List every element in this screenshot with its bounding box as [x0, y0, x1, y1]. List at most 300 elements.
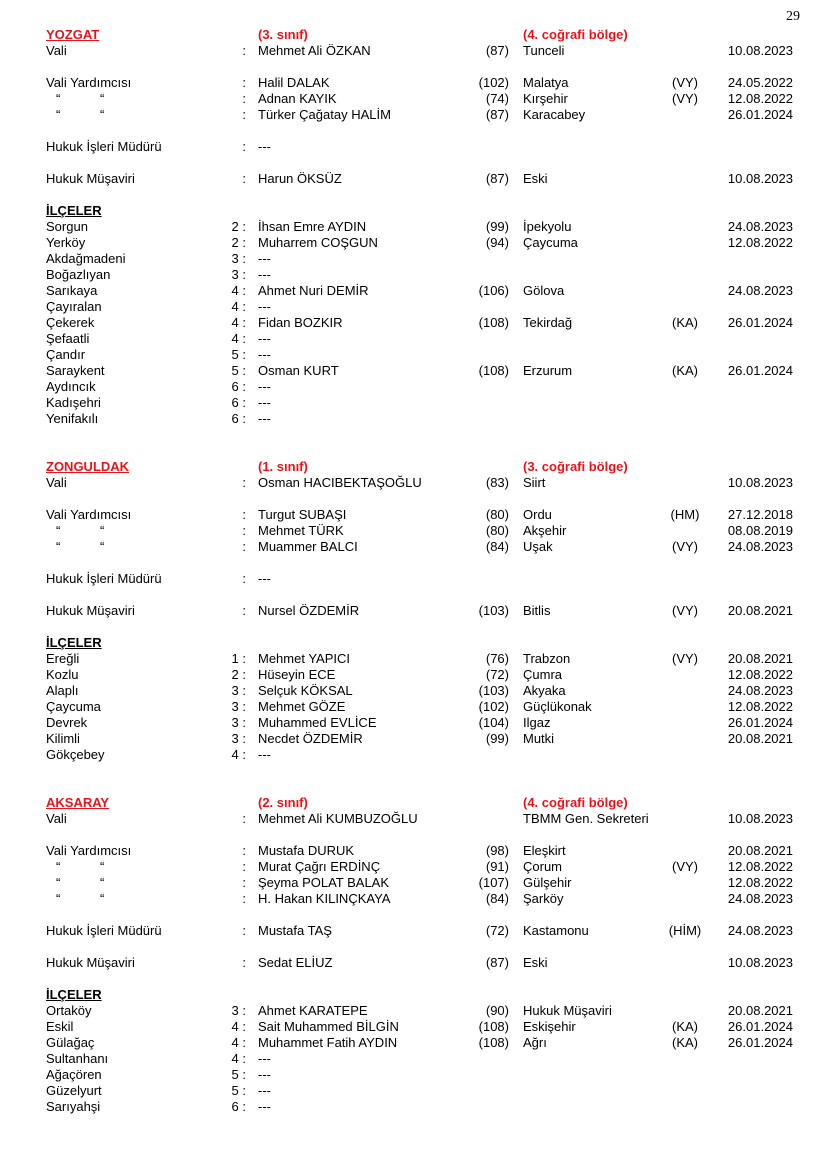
previous-post: Hukuk Müşaviri	[523, 1003, 612, 1018]
appointment-date: 24.05.2022	[727, 75, 793, 90]
appointment-date: 10.08.2023	[727, 811, 793, 826]
official-name: ---	[258, 395, 271, 410]
position-label: Şefaatli	[46, 331, 90, 346]
appointment-date: 26.01.2024	[727, 363, 793, 378]
official-name: Mehmet TÜRK	[258, 523, 344, 538]
appointment-date: 20.08.2021	[727, 651, 793, 666]
appointment-date: 10.08.2023	[727, 43, 793, 58]
class-number: :	[242, 891, 246, 906]
official-row	[0, 75, 827, 91]
term-code: (84)	[485, 539, 509, 554]
official-name: ---	[258, 299, 271, 314]
spacer	[0, 939, 827, 955]
position-label: Hukuk Müşaviri	[46, 171, 135, 186]
position-label: Sorgun	[46, 219, 88, 234]
official-row	[0, 411, 827, 427]
official-row	[0, 283, 827, 299]
province-name: ZONGULDAK	[46, 459, 130, 474]
class-number: 3 :	[231, 683, 246, 698]
class-number: :	[242, 171, 246, 186]
official-name: Adnan KAYIK	[258, 91, 337, 106]
position-label: Gökçebey	[46, 747, 105, 762]
class-number: 4 :	[231, 1019, 246, 1034]
appointment-date: 24.08.2023	[727, 891, 793, 906]
province-section	[0, 427, 827, 763]
official-row	[0, 571, 827, 587]
province-header	[0, 795, 827, 811]
position-label: Eskil	[46, 1019, 74, 1034]
official-name: ---	[258, 411, 271, 426]
official-name: Mehmet Ali ÖZKAN	[258, 43, 371, 58]
official-name: ---	[258, 347, 271, 362]
position-label: Yenifakılı	[46, 411, 99, 426]
official-row	[0, 107, 827, 123]
official-name: Fidan BOZKIR	[258, 315, 343, 330]
province-region: (4. coğrafi bölge)	[523, 795, 628, 810]
class-number: 5 :	[231, 1083, 246, 1098]
official-row	[0, 539, 827, 555]
previous-post: Mutki	[523, 731, 555, 746]
spacer	[0, 491, 827, 507]
position-label: Aydıncık	[46, 379, 96, 394]
term-code: (76)	[485, 651, 509, 666]
official-row	[0, 811, 827, 827]
appointment-date: 20.08.2021	[727, 731, 793, 746]
previous-post: Kastamonu	[523, 923, 589, 938]
official-row	[0, 875, 827, 891]
official-name: ---	[258, 331, 271, 346]
appointment-date: 12.08.2022	[727, 875, 793, 890]
class-number: 3 :	[231, 731, 246, 746]
previous-title: (VY)	[672, 75, 698, 90]
appointment-date: 12.08.2022	[727, 235, 793, 250]
class-number: :	[242, 523, 246, 538]
official-name: Turgut SUBAŞI	[258, 507, 347, 522]
term-code: (80)	[485, 523, 509, 538]
ditto-mark: “	[100, 91, 105, 106]
document-body	[0, 27, 827, 1115]
position-label: Vali Yardımcısı	[46, 507, 132, 522]
position-label: Hukuk İşleri Müdürü	[46, 571, 162, 586]
term-code: (103)	[478, 603, 509, 618]
appointment-date: 12.08.2022	[727, 859, 793, 874]
official-row	[0, 91, 827, 107]
province-header	[0, 27, 827, 43]
official-name: Sedat ELİUZ	[258, 955, 333, 970]
official-row	[0, 267, 827, 283]
official-row	[0, 43, 827, 59]
position-label: Vali	[46, 43, 67, 58]
official-row	[0, 171, 827, 187]
previous-post: Çorum	[523, 859, 563, 874]
appointment-date: 12.08.2022	[727, 91, 793, 106]
previous-post: Malatya	[523, 75, 569, 90]
official-name: Mehmet YAPICI	[258, 651, 350, 666]
class-number: 3 :	[231, 251, 246, 266]
official-row	[0, 139, 827, 155]
appointment-date: 20.08.2021	[727, 843, 793, 858]
previous-post: Akyaka	[523, 683, 566, 698]
appointment-date: 26.01.2024	[727, 715, 793, 730]
position-label: Çaycuma	[46, 699, 101, 714]
official-row	[0, 1083, 827, 1099]
class-number: 3 :	[231, 715, 246, 730]
previous-title: (VY)	[672, 603, 698, 618]
ditto-mark: “	[100, 523, 105, 538]
official-row	[0, 843, 827, 859]
class-number: :	[242, 811, 246, 826]
province-header	[0, 459, 827, 475]
term-code: (99)	[485, 219, 509, 234]
previous-title: (KA)	[672, 363, 698, 378]
previous-post: İpekyolu	[523, 219, 572, 234]
term-code: (108)	[478, 1035, 509, 1050]
appointment-date: 20.08.2021	[727, 603, 793, 618]
position-label: Yerköy	[46, 235, 86, 250]
province-section	[0, 763, 827, 1115]
previous-post: Şarköy	[523, 891, 564, 906]
term-code: (106)	[478, 283, 509, 298]
previous-title: (VY)	[672, 539, 698, 554]
class-number: :	[242, 843, 246, 858]
position-label: Sarıkaya	[46, 283, 98, 298]
class-number: 6 :	[231, 1099, 246, 1114]
appointment-date: 27.12.2018	[727, 507, 793, 522]
previous-post: Uşak	[523, 539, 553, 554]
class-number: :	[242, 75, 246, 90]
official-name: Murat Çağrı ERDİNÇ	[258, 859, 381, 874]
term-code: (74)	[485, 91, 509, 106]
spacer	[0, 619, 827, 635]
official-row	[0, 379, 827, 395]
official-name: Ahmet KARATEPE	[258, 1003, 368, 1018]
previous-post: Erzurum	[523, 363, 573, 378]
official-row	[0, 475, 827, 491]
class-number: 2 :	[231, 667, 246, 682]
official-name: Mehmet Ali KUMBUZOĞLU	[258, 811, 418, 826]
previous-title: (VY)	[672, 91, 698, 106]
official-row	[0, 1035, 827, 1051]
position-label: Hukuk Müşaviri	[46, 955, 135, 970]
class-number: 4 :	[231, 747, 246, 762]
class-number: 2 :	[231, 235, 246, 250]
position-label: Saraykent	[46, 363, 105, 378]
official-row	[0, 251, 827, 267]
official-name: ---	[258, 747, 271, 762]
appointment-date: 26.01.2024	[727, 1019, 793, 1034]
class-number: 2 :	[231, 219, 246, 234]
official-row	[0, 1051, 827, 1067]
official-row	[0, 315, 827, 331]
term-code: (98)	[485, 843, 509, 858]
official-name: Muhammet Fatih AYDIN	[258, 1035, 398, 1050]
appointment-date: 24.08.2023	[727, 923, 793, 938]
appointment-date: 24.08.2023	[727, 539, 793, 554]
position-label: Kozlu	[46, 667, 79, 682]
previous-title: (HM)	[670, 507, 700, 522]
previous-post: Akşehir	[523, 523, 567, 538]
term-code: (108)	[478, 363, 509, 378]
official-name: Türker Çağatay HALİM	[258, 107, 391, 122]
position-label: Kilimli	[46, 731, 80, 746]
spacer	[0, 587, 827, 603]
position-label: Kadışehri	[46, 395, 101, 410]
ditto-mark: “	[100, 891, 105, 906]
class-number: 3 :	[231, 699, 246, 714]
previous-post: Bitlis	[523, 603, 551, 618]
class-number: :	[242, 139, 246, 154]
official-name: ---	[258, 251, 271, 266]
position-label: Çekerek	[46, 315, 95, 330]
official-row	[0, 859, 827, 875]
official-name: Harun ÖKSÜZ	[258, 171, 342, 186]
official-name: Mehmet GÖZE	[258, 699, 346, 714]
appointment-date: 26.01.2024	[727, 107, 793, 122]
spacer	[0, 827, 827, 843]
position-label: Hukuk İşleri Müdürü	[46, 139, 162, 154]
official-name: ---	[258, 379, 271, 394]
official-row	[0, 395, 827, 411]
position-label: Vali Yardımcısı	[46, 843, 132, 858]
ditto-mark: “	[56, 91, 61, 106]
class-number: 1 :	[231, 651, 246, 666]
term-code: (87)	[485, 107, 509, 122]
official-row	[0, 347, 827, 363]
appointment-date: 08.08.2019	[727, 523, 793, 538]
districts-heading	[0, 987, 827, 1003]
appointment-date: 10.08.2023	[727, 955, 793, 970]
previous-post: TBMM Gen. Sekreteri	[523, 811, 649, 826]
official-name: Ahmet Nuri DEMİR	[258, 283, 369, 298]
class-number: :	[242, 875, 246, 890]
position-label: Vali Yardımcısı	[46, 75, 132, 90]
position-label: Sarıyahşi	[46, 1099, 101, 1114]
official-row	[0, 955, 827, 971]
previous-post: Ilgaz	[523, 715, 551, 730]
districts-heading-label: İLÇELER	[46, 203, 102, 218]
official-row	[0, 715, 827, 731]
appointment-date: 12.08.2022	[727, 667, 793, 682]
appointment-date: 24.08.2023	[727, 219, 793, 234]
official-row	[0, 523, 827, 539]
previous-post: Gülşehir	[523, 875, 572, 890]
districts-heading	[0, 635, 827, 651]
position-label: Sultanhanı	[46, 1051, 109, 1066]
term-code: (107)	[478, 875, 509, 890]
official-row	[0, 219, 827, 235]
previous-post: Gölova	[523, 283, 565, 298]
official-row	[0, 651, 827, 667]
appointment-date: 26.01.2024	[727, 1035, 793, 1050]
ditto-mark: “	[100, 875, 105, 890]
term-code: (91)	[485, 859, 509, 874]
previous-post: Karacabey	[523, 107, 586, 122]
previous-post: Siirt	[523, 475, 546, 490]
province-name: AKSARAY	[46, 795, 110, 810]
position-label: Güzelyurt	[46, 1083, 102, 1098]
ditto-mark: “	[100, 107, 105, 122]
official-row	[0, 731, 827, 747]
class-number: 6 :	[231, 395, 246, 410]
official-name: Sait Muhammed BİLGİN	[258, 1019, 399, 1034]
term-code: (102)	[478, 699, 509, 714]
province-section	[0, 27, 827, 427]
previous-post: Ağrı	[523, 1035, 547, 1050]
class-number: 3 :	[231, 1003, 246, 1018]
term-code: (108)	[478, 315, 509, 330]
term-code: (87)	[485, 171, 509, 186]
districts-heading-label: İLÇELER	[46, 987, 102, 1002]
position-label: Ağaçören	[46, 1067, 102, 1082]
official-row	[0, 331, 827, 347]
official-name: ---	[258, 267, 271, 282]
official-name: ---	[258, 1067, 271, 1082]
previous-post: Ordu	[523, 507, 552, 522]
position-label: Ortaköy	[46, 1003, 92, 1018]
previous-title: (VY)	[672, 859, 698, 874]
official-name: ---	[258, 1083, 271, 1098]
previous-post: Güçlükonak	[523, 699, 592, 714]
position-label: Devrek	[46, 715, 88, 730]
previous-title: (KA)	[672, 315, 698, 330]
class-number: :	[242, 859, 246, 874]
official-row	[0, 891, 827, 907]
position-label: Akdağmadeni	[46, 251, 126, 266]
official-name: Halil DALAK	[258, 75, 330, 90]
appointment-date: 10.08.2023	[727, 475, 793, 490]
term-code: (80)	[485, 507, 509, 522]
spacer	[0, 155, 827, 171]
official-row	[0, 507, 827, 523]
spacer	[0, 907, 827, 923]
official-row	[0, 1099, 827, 1115]
class-number: 4 :	[231, 315, 246, 330]
province-region: (4. coğrafi bölge)	[523, 27, 628, 42]
province-name: YOZGAT	[46, 27, 100, 42]
class-number: 4 :	[231, 299, 246, 314]
class-number: 4 :	[231, 331, 246, 346]
appointment-date: 24.08.2023	[727, 683, 793, 698]
term-code: (72)	[485, 667, 509, 682]
official-name: ---	[258, 1099, 271, 1114]
appointment-date: 10.08.2023	[727, 171, 793, 186]
official-name: Muammer BALCI	[258, 539, 358, 554]
ditto-mark: “	[56, 539, 61, 554]
official-row	[0, 1003, 827, 1019]
province-class: (3. sınıf)	[258, 27, 308, 42]
official-name: ---	[258, 571, 271, 586]
term-code: (84)	[485, 891, 509, 906]
class-number: :	[242, 107, 246, 122]
class-number: :	[242, 43, 246, 58]
official-name: Muharrem COŞGUN	[258, 235, 378, 250]
ditto-mark: “	[100, 859, 105, 874]
term-code: (103)	[478, 683, 509, 698]
class-number: :	[242, 475, 246, 490]
official-name: H. Hakan KILINÇKAYA	[258, 891, 391, 906]
position-label: Vali	[46, 475, 67, 490]
official-name: Muhammed EVLİCE	[258, 715, 377, 730]
official-row	[0, 699, 827, 715]
position-label: Çayıralan	[46, 299, 102, 314]
ditto-mark: “	[56, 107, 61, 122]
term-code: (72)	[485, 923, 509, 938]
previous-title: (KA)	[672, 1019, 698, 1034]
province-region: (3. coğrafi bölge)	[523, 459, 628, 474]
term-code: (83)	[485, 475, 509, 490]
official-name: Necdet ÖZDEMİR	[258, 731, 363, 746]
term-code: (87)	[485, 955, 509, 970]
class-number: 4 :	[231, 1051, 246, 1066]
official-name: Şeyma POLAT BALAK	[258, 875, 390, 890]
appointment-date: 20.08.2021	[727, 1003, 793, 1018]
official-row	[0, 603, 827, 619]
previous-post: Çaycuma	[523, 235, 578, 250]
province-class: (2. sınıf)	[258, 795, 308, 810]
official-name: Osman KURT	[258, 363, 339, 378]
previous-title: (KA)	[672, 1035, 698, 1050]
official-name: İhsan Emre AYDIN	[258, 219, 367, 234]
class-number: :	[242, 539, 246, 554]
class-number: 5 :	[231, 347, 246, 362]
class-number: :	[242, 91, 246, 106]
ditto-mark: “	[100, 539, 105, 554]
official-row	[0, 683, 827, 699]
term-code: (99)	[485, 731, 509, 746]
official-row	[0, 299, 827, 315]
previous-title: (VY)	[672, 651, 698, 666]
position-label: Boğazlıyan	[46, 267, 111, 282]
official-name: Mustafa DURUK	[258, 843, 355, 858]
official-name: Selçuk KÖKSAL	[258, 683, 353, 698]
spacer	[0, 123, 827, 139]
districts-heading-label: İLÇELER	[46, 635, 102, 650]
class-number: 6 :	[231, 411, 246, 426]
position-label: Vali	[46, 811, 67, 826]
class-number: 4 :	[231, 283, 246, 298]
official-row	[0, 747, 827, 763]
spacer	[0, 187, 827, 203]
official-row	[0, 363, 827, 379]
class-number: 5 :	[231, 363, 246, 378]
page-number: 29	[786, 9, 800, 24]
term-code: (87)	[485, 43, 509, 58]
province-class: (1. sınıf)	[258, 459, 308, 474]
ditto-mark: “	[56, 875, 61, 890]
appointment-date: 26.01.2024	[727, 315, 793, 330]
previous-post: Eski	[523, 171, 548, 186]
class-number: :	[242, 923, 246, 938]
previous-post: Tunceli	[523, 43, 565, 58]
previous-post: Trabzon	[523, 651, 571, 666]
official-name: ---	[258, 139, 271, 154]
position-label: Ereğli	[46, 651, 80, 666]
class-number: :	[242, 571, 246, 586]
position-label: Çandır	[46, 347, 86, 362]
districts-heading	[0, 203, 827, 219]
previous-post: Kırşehir	[523, 91, 568, 106]
term-code: (102)	[478, 75, 509, 90]
class-number: 3 :	[231, 267, 246, 282]
official-row	[0, 667, 827, 683]
official-name: Mustafa TAŞ	[258, 923, 332, 938]
previous-post: Çumra	[523, 667, 563, 682]
term-code: (104)	[478, 715, 509, 730]
previous-post: Eleşkirt	[523, 843, 566, 858]
position-label: Hukuk İşleri Müdürü	[46, 923, 162, 938]
spacer	[0, 555, 827, 571]
class-number: 6 :	[231, 379, 246, 394]
